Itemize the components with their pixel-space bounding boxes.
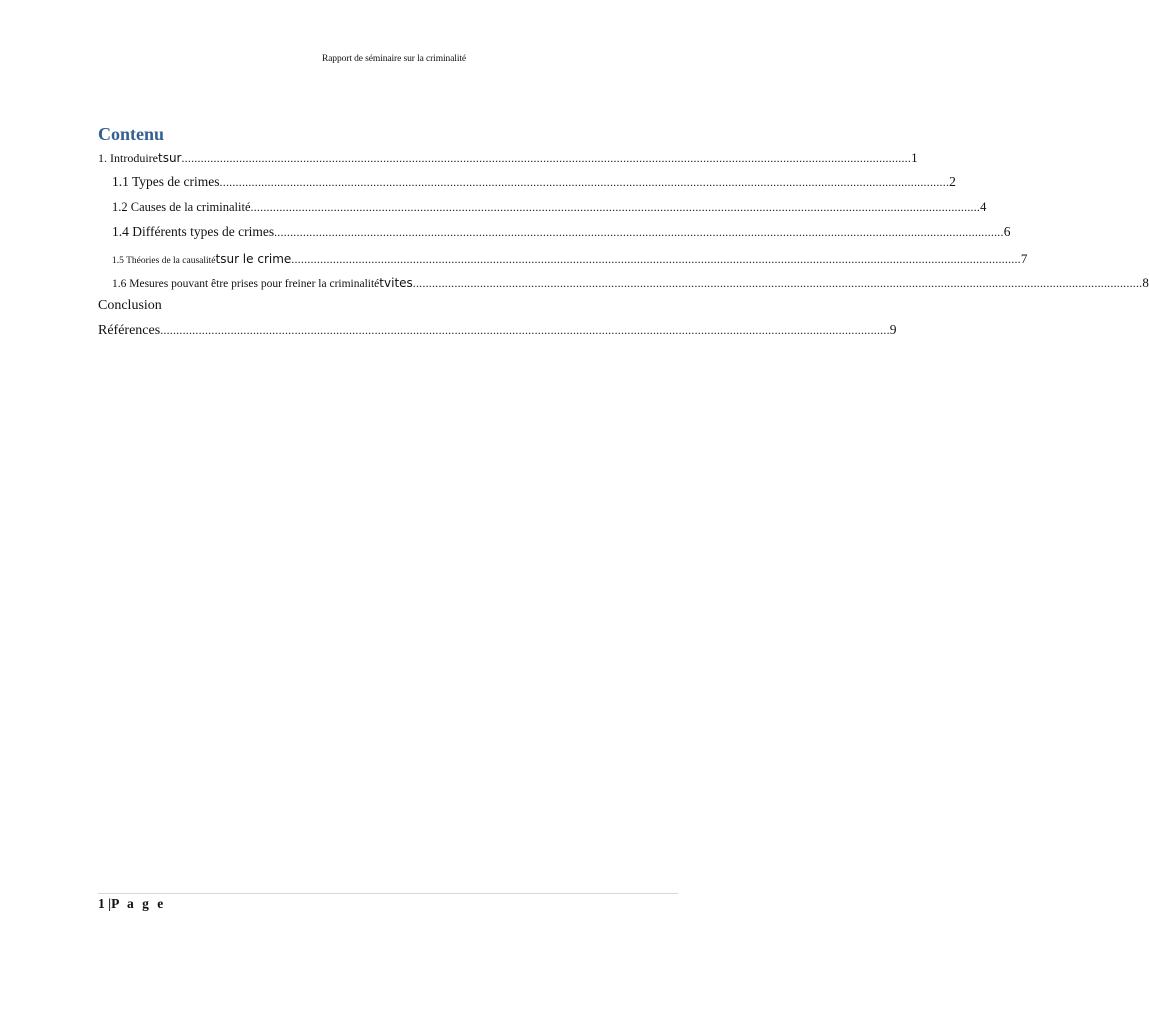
toc-page-number: 9 (889, 322, 897, 337)
toc-entry-label: 1.5 Théories de la causalité (112, 256, 216, 266)
toc-entry-label: Conclusion (98, 298, 162, 313)
toc-entry-label-extra: tsur (157, 151, 182, 165)
toc-dot-leader: .................................................................................................................................................................................................................................... (160, 323, 890, 337)
toc-page-number: 6 (1003, 224, 1011, 239)
toc-page-number: 4 (980, 200, 987, 214)
toc-entry-theories[interactable] (112, 250, 1028, 268)
toc-entry-types-de-crimes[interactable] (112, 174, 956, 190)
toc-entry-label: 1.1 Types de crimes (112, 174, 220, 189)
toc-entry-label: 1.4 Différents types de crimes (112, 224, 275, 239)
toc-entry-mesures[interactable] (112, 274, 1149, 292)
toc-entry-label-extra: tsur le crime (215, 252, 292, 266)
toc-page-number: 1 (911, 150, 918, 165)
toc-dot-leader: .................................................................................................................................................................................................................................... (412, 276, 1143, 290)
footer-separator: | (104, 896, 112, 911)
toc-entry-differents-types[interactable] (112, 224, 1011, 240)
toc-dot-leader: .................................................................................................................................................................................................................................... (291, 252, 1021, 266)
toc-entry-conclusion[interactable] (98, 298, 162, 314)
toc-dot-leader: .................................................................................................................................................................................................................................... (274, 225, 1004, 239)
toc-entry-label: 1. Introduire (98, 151, 158, 165)
toc-dot-leader: .................................................................................................................................................................................................................................... (250, 200, 981, 214)
toc-entry-label: 1.2 Causes de la criminalité (112, 200, 251, 214)
toc-page-number: 7 (1020, 251, 1028, 266)
toc-entry-causes[interactable] (112, 200, 987, 215)
footer-page-number: 1 (98, 896, 105, 911)
toc-entry-introduction[interactable] (98, 150, 918, 166)
page-footer (98, 896, 166, 912)
running-header: Rapport de séminaire sur la criminalité (321, 54, 467, 64)
toc-dot-leader: .................................................................................................................................................................................................................................... (219, 175, 950, 189)
toc-entry-references[interactable] (98, 322, 897, 339)
toc-entry-label: Références (98, 323, 161, 338)
footer-rule (98, 893, 678, 894)
toc-dot-leader: .................................................................................................................................................................................................................................... (181, 151, 912, 165)
toc-entry-label: 1.6 Mesures pouvant être prises pour freiner la criminalité (112, 278, 380, 290)
toc-page-number: 2 (949, 174, 956, 189)
toc-page-number: 8 (1142, 275, 1149, 290)
toc-title: Contenu (98, 124, 165, 144)
footer-page-word: P a g e (111, 896, 166, 911)
toc-entry-label-extra: tvites (379, 276, 413, 290)
